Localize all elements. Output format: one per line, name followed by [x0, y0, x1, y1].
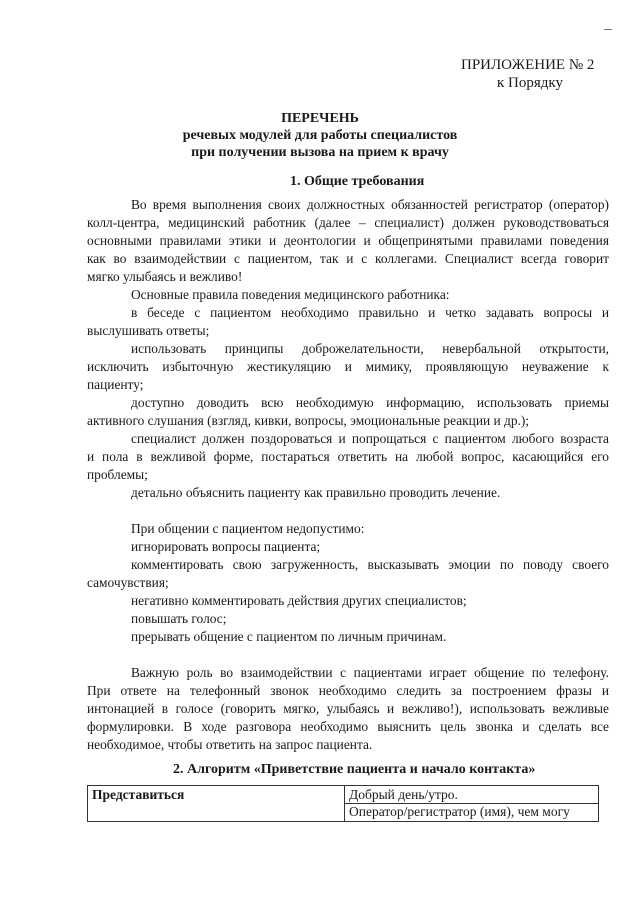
rule4-line-3: проблемы; — [87, 467, 148, 482]
phone-line-2: При ответе на телефонный звонок необходимо следить за построением фразы и — [87, 683, 609, 698]
appendix-label: ПРИЛОЖЕНИЕ № 2 — [461, 57, 595, 73]
p1-line-2: колл-центра, медицинский работник (далее – специалист) должен руководствоваться — [87, 215, 609, 230]
algorithm-table — [87, 785, 599, 822]
doc-subtitle-1: речевых модулей для работы специалистов — [182, 128, 458, 143]
rule4-line-1: специалист должен поздороваться и попрощаться с пациентом любого возраста — [131, 431, 609, 446]
rule3-line-2: активного слушания (взгляд, кивки, вопросы, эмоциональные реакции и др.); — [87, 413, 530, 428]
phone-line-5: необходимое, чтобы ответить на запрос пациента. — [87, 737, 373, 752]
rule2-line-2: исключить избыточную жестикуляцию и мимику, проявляющую неуважение к — [87, 359, 609, 374]
forbid3: негативно комментировать действия других специалистов; — [131, 593, 467, 608]
table-text-line: Добрый день/утро. — [349, 787, 458, 802]
appendix-ref: к Порядку — [497, 75, 563, 91]
rule5: детально объяснить пациенту как правильно проводить лечение. — [131, 485, 501, 500]
rule1-line-2: выслушивать ответы; — [87, 323, 210, 338]
p1-line-4: как во взаимодействии с пациентом, так и с коллегами. Специалист всегда говорит — [87, 251, 609, 266]
forbid1: игнорировать вопросы пациента; — [131, 539, 321, 554]
rule1-line-1: в беседе с пациентом необходимо правильно и четко задавать вопросы и — [131, 305, 609, 320]
rule2-line-1: использовать принципы доброжелательности, невербальной открытости, — [131, 341, 609, 356]
table-row — [88, 786, 599, 822]
rule2-line-3: пациенту; — [87, 377, 144, 392]
scan-mark — [604, 29, 612, 30]
forbidden-intro: При общении с пациентом недопустимо: — [131, 521, 365, 536]
rule4-line-2: и пола в вежливой форме, постараться ответить на любой вопрос, касающийся его — [87, 449, 609, 464]
forbid5: прерывать общение с пациентом по личным причинам. — [131, 629, 447, 644]
table-text-cell — [345, 786, 599, 822]
section2-heading: 2. Алгоритм «Приветствие пациента и начало контакта» — [173, 762, 536, 777]
p1-line-3: основными правилами этики и деонтологии и общепринятыми правилами поведения — [87, 233, 609, 248]
forbid2-line-2: самочувствия; — [87, 575, 169, 590]
forbid2-line-1: комментировать свою загруженность, высказывать эмоции по поводу своего — [131, 557, 609, 572]
p1-line-1: Во время выполнения своих должностных обязанностей регистратор (оператор) — [131, 197, 609, 212]
p1-line-5: мягко улыбаясь и вежливо! — [87, 269, 243, 284]
section1-heading: 1. Общие требования — [290, 174, 425, 189]
phone-line-1: Важную роль во взаимодействии с пациентами играет общение по телефону. — [131, 665, 609, 680]
phone-line-4: формулировки. В ходе разговора необходимо выяснить цель звонка и сделать все — [87, 719, 609, 734]
doc-title: ПЕРЕЧЕНЬ — [281, 111, 359, 126]
rules-intro: Основные правила поведения медицинского работника: — [131, 287, 450, 302]
table-step-cell: Представиться — [88, 786, 345, 822]
doc-subtitle-2: при получении вызова на прием к врачу — [191, 145, 449, 160]
phone-line-3: интонацией в голосе (говорить мягко, улыбаясь и вежливо!), использовать вежливые — [87, 701, 609, 716]
forbid4: повышать голос; — [131, 611, 227, 626]
rule3-line-1: доступно доводить всю необходимую информацию, использовать приемы — [131, 395, 609, 410]
table-text-line: Оператор/регистратор (имя), чем могу — [345, 803, 598, 820]
